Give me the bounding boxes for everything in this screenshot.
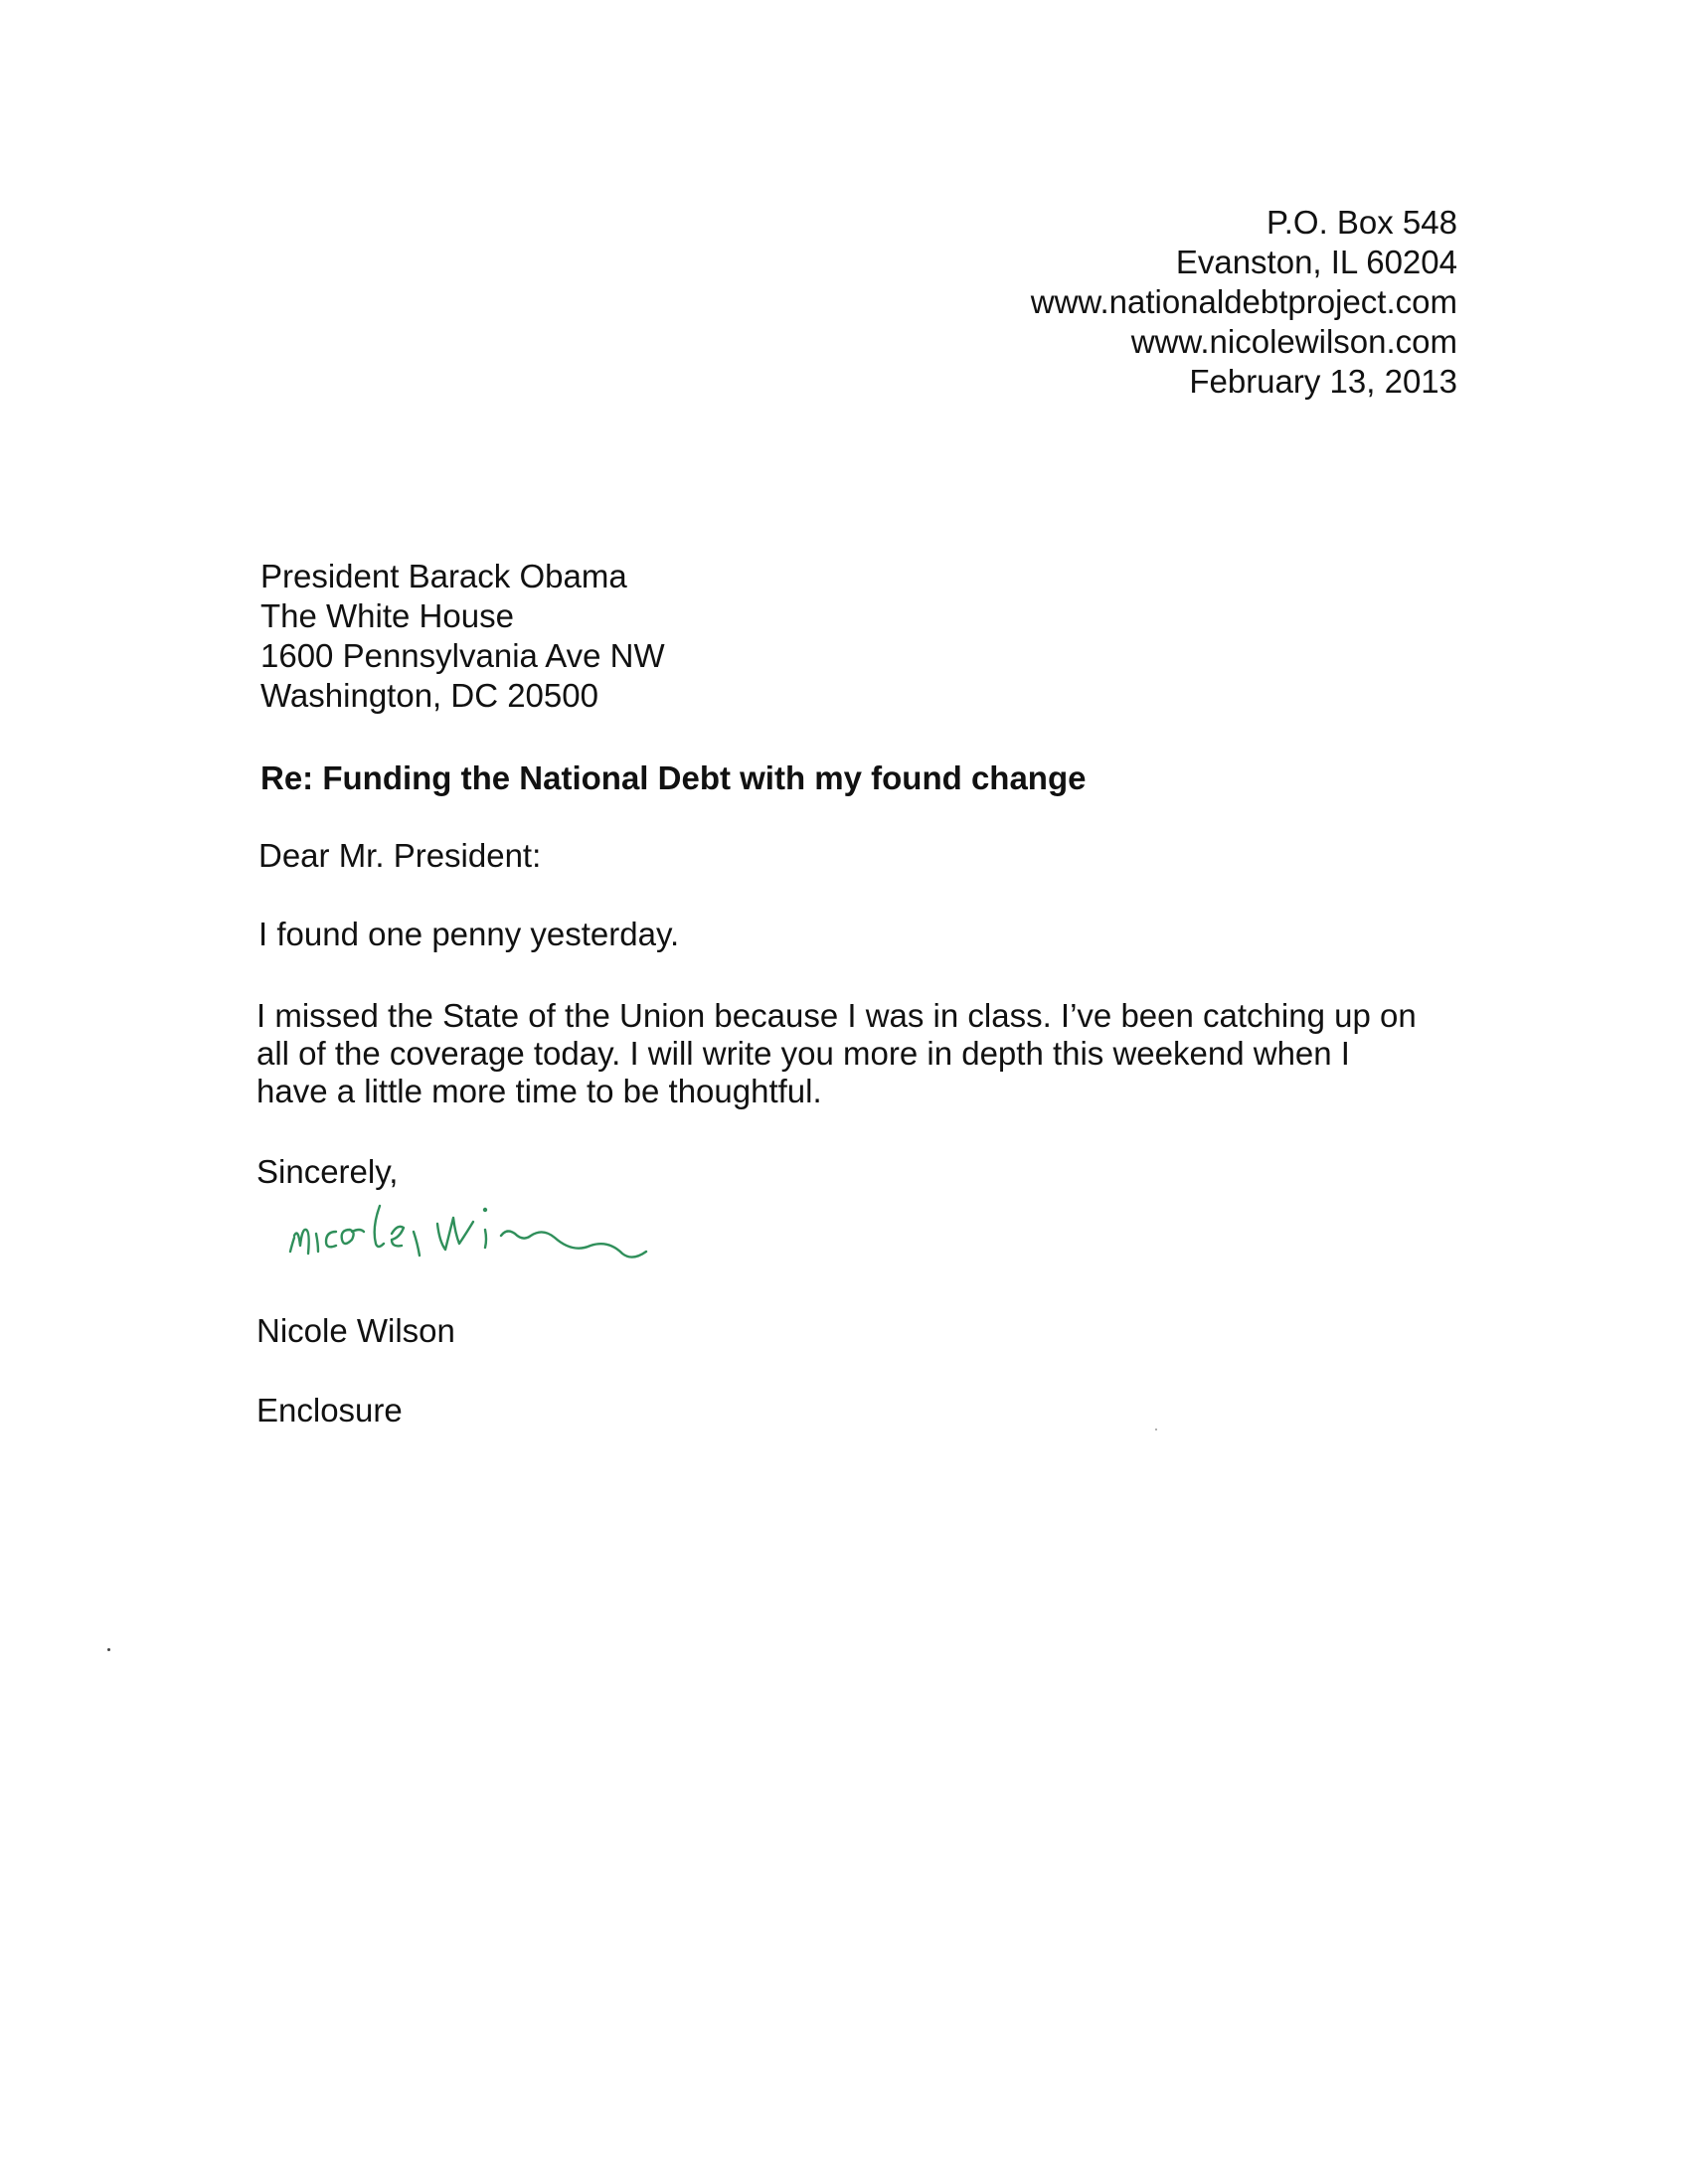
scan-speck: [107, 1648, 110, 1651]
body-paragraph-2: [256, 997, 1449, 1110]
recipient-street: 1600 Pennsylvania Ave NW: [260, 637, 665, 674]
enclosure-note: Enclosure: [256, 1392, 403, 1428]
body-paragraph-1: I found one penny yesterday.: [258, 916, 680, 952]
recipient-name: President Barack Obama: [260, 558, 627, 594]
po-box-line: P.O. Box 548: [1266, 204, 1457, 241]
return-address: [1031, 203, 1457, 402]
scan-speck: [1155, 1428, 1157, 1430]
recipient-address: [260, 557, 665, 716]
subject-line: Re: Funding the National Debt with my found change: [260, 759, 1087, 796]
website-line-1: www.nationaldebtproject.com: [1030, 283, 1457, 320]
website-line-2: www.nicolewilson.com: [1130, 323, 1457, 360]
city-line: Evanston, IL 60204: [1175, 244, 1457, 280]
body-paragraph-2-line: all of the coverage today. I will write you more in depth this weekend when I: [256, 1035, 1350, 1072]
recipient-city: Washington, DC 20500: [260, 677, 598, 714]
handwritten-signature: [288, 1188, 706, 1297]
body-paragraph-2-line: have a little more time to be thoughtful.: [256, 1073, 822, 1109]
closing: Sincerely,: [256, 1153, 399, 1190]
signer-name: Nicole Wilson: [256, 1312, 455, 1349]
body-paragraph-2-line: I missed the State of the Union because I was in class. I’ve been catching up on: [256, 997, 1417, 1034]
salutation: Dear Mr. President:: [258, 837, 542, 874]
letter-date: February 13, 2013: [1189, 363, 1457, 400]
recipient-org: The White House: [260, 597, 514, 634]
